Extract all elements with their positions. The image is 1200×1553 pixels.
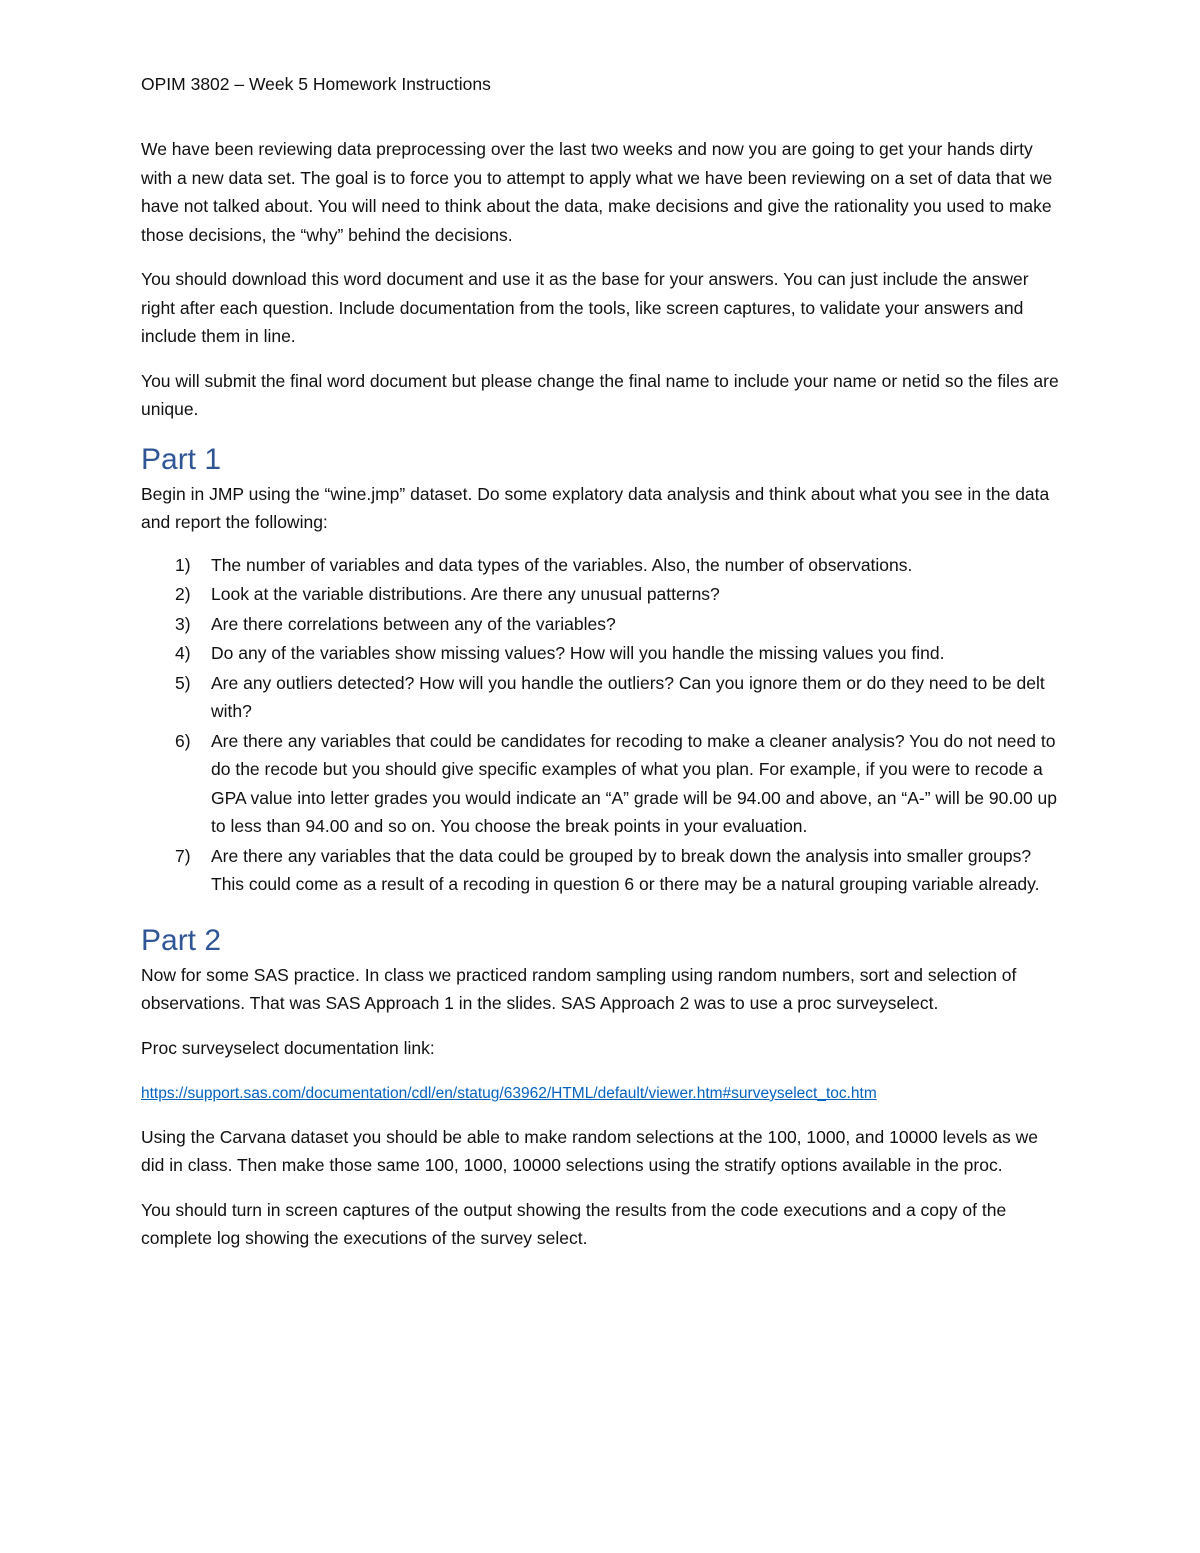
question-text: Do any of the variables show missing values? How will you handle the missing values you find. [211,643,945,663]
question-item [141,580,1061,609]
part-2-paragraph-1: Now for some SAS practice. In class we practiced random sampling using random numbers, sort and selection of observations. That was SAS Approach 1 in the slides. SAS Approach 2 was to use a proc surveyselect. [141,964,1017,1013]
question-item [141,639,1061,668]
documentation-label: Proc surveyselect documentation link: [141,1037,435,1058]
part-2-paragraph-2: Using the Carvana dataset you should be able to make random selections at the 100, 1000, and 10000 levels as we did in class. Then make those same 100, 1000, 10000 selections using the stratify options available in the proc. [141,1126,1038,1175]
question-number: 1) [175,554,191,575]
question-item [141,727,1061,841]
question-text: Are there correlations between any of the variables? [211,613,616,634]
part-2-heading: Part 2 [141,923,222,957]
intro-paragraph-2: You should download this word document and use it as the base for your answers. You can just include the answer right after each question. Include documentation from the tools, like screen captures, to validate your answers and include them in line. [141,269,1029,346]
question-number: 2) [175,584,191,604]
part-1-heading: Part 1 [141,442,222,476]
intro-paragraph-3: You will submit the final word document but please change the final name to include your name or netid so the files are unique. [141,370,1059,419]
question-item [141,669,1061,726]
question-text: Are any outliers detected? How will you handle the outliers? Can you ignore them or do they need to be delt with? [211,672,1045,721]
question-number: 4) [175,643,191,663]
document-header: OPIM 3802 – Week 5 Homework Instructions [141,74,491,94]
question-item [141,551,1061,580]
question-number: 7) [175,845,191,866]
question-text: Are there any variables that could be candidates for recoding to make a cleaner analysis? You do not need to do the recode but you should give specific examples of what you plan. For example, if you were to recode a GPA value into letter grades you would indicate an “A” grade will be 94.00 and above, an “A-” will be 90.00 up to less than 94.00 and so on. You choose the break points in your evaluation. [211,730,1058,836]
question-text: The number of variables and data types of the variables. Also, the number of observations. [211,554,913,575]
intro-paragraph-1: We have been reviewing data preprocessing over the last two weeks and now you are going to get your hands dirty with a new data set. The goal is to force you to attempt to apply what we have been reviewing on a set of data that we have not talked about. You will need to think about the data, make decisions and give the rationality you used to make those decisions, the “why” behind the decisions. [141,139,1053,245]
question-number: 3) [175,613,191,634]
part-1-intro: Begin in JMP using the “wine.jmp” dataset. Do some explatory data analysis and think about what you see in the data and report the following: [141,483,1050,532]
document-page [141,70,1061,1269]
question-number: 5) [175,672,191,693]
question-text: Are there any variables that the data could be grouped by to break down the analysis into smaller groups? This could come as a result of a recoding in question 6 or there may be a natural grouping variable already. [211,845,1040,894]
question-item [141,842,1061,899]
question-number: 6) [175,730,191,751]
part-2-paragraph-3: You should turn in screen captures of the output showing the results from the code executions and a copy of the complete log showing the executions of the survey select. [141,1199,1007,1248]
question-item [141,610,1061,639]
question-text: Look at the variable distributions. Are there any unusual patterns? [211,584,720,604]
documentation-link[interactable]: https://support.sas.com/documentation/cdl/en/statug/63962/HTML/default/viewer.htm#surveyselect_toc.htm [141,1085,877,1102]
part-1-question-list [141,551,1061,899]
documentation-link-paragraph [141,1078,1061,1109]
